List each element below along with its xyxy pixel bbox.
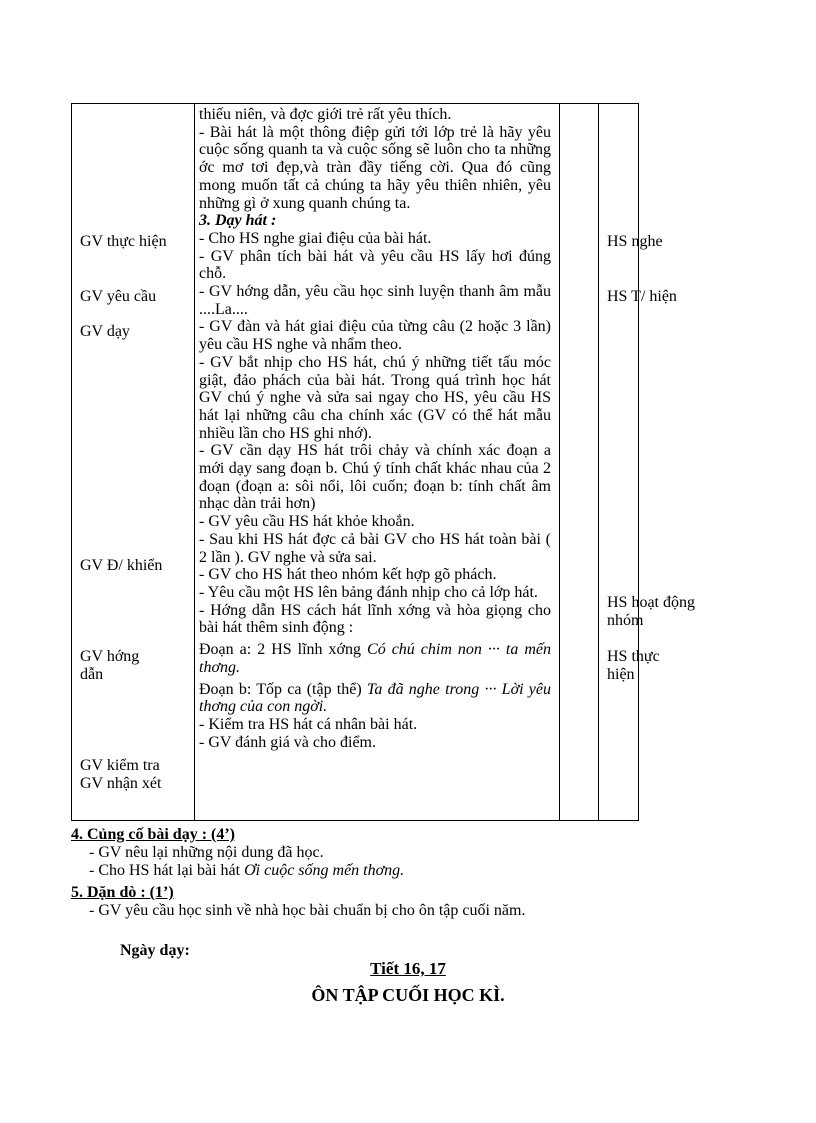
section-5 [71,884,525,920]
section-4 [71,826,404,880]
section-4-heading: 4. Củng cố bài dạy : (4’) [71,826,236,843]
student-activity: HS nghe [607,233,663,250]
segment-b-lyrics: Ta đã nghe trong ··· Lời yêu thơng của con ngời. [199,680,551,716]
section-heading: 3. Dạy hát : [199,212,277,230]
lesson-title: ÔN TẬP CUỐI HỌC KÌ. [311,985,505,1005]
content-line: - Yêu cầu một HS lên bảng đánh nhịp cho cả lớp hát. [199,583,538,601]
student-activity: HS T/ hiện [607,288,677,305]
table-divider-3 [598,103,599,820]
content-line: - Hớng dẫn HS cách hát lĩnh xớng và hòa giọng cho bài hát thêm sinh động : [199,601,551,637]
section-5-line: - GV yêu cầu học sinh về nhà học bài chuẩn bị cho ôn tập cuối năm. [89,902,526,919]
content-line: - GV yêu cầu HS hát khỏe khoắn. [199,513,415,531]
student-activity: HS hoạt động nhóm [607,594,695,629]
lesson-number: Tiết 16, 17 [370,959,446,978]
teaching-date-label: Ngày dạy: [120,942,190,959]
content-line: - GV bắt nhịp cho HS hát, chú ý những tiết tấu móc giật, đảo phách của bài hát. Trong quá trình học hát GV chú ý nghe và sửa sai ngay cho HS, yêu cầu HS hát lại những câu cha chính xác (GV có thể hát mẫu nhiều lần cho HS ghi nhớ). [199,353,551,442]
table-divider-1 [194,103,195,820]
content-paragraph: thiếu niên, và đợc giới trẻ rất yêu thích. [199,106,452,123]
teacher-activity: GV dạy [80,323,130,340]
table-border-left [71,103,72,820]
content-line: - GV phân tích bài hát và yêu cầu HS lấy hơi đúng chỗ. [199,247,551,283]
content-line: - GV hớng dẫn, yêu cầu học sinh luyện thanh âm mẫu ....La.... [199,283,551,318]
student-activity: HS thực hiện [607,648,660,683]
section-4-line [71,862,404,880]
segment-a [199,641,551,676]
song-title: Ơi cuộc sống mến thơng. [244,862,405,879]
segment-a-lyrics: Có chú chim non ··· ta mến thơng. [199,641,551,676]
table-divider-2 [559,103,560,820]
segment-b-label: Đoạn b: Tốp ca (tập thể) [199,680,362,698]
content-line: - Cho HS nghe giai điệu của bài hát. [199,229,432,247]
content-line: - Sau khi HS hát đợc cả bài GV cho HS hát toàn bài ( 2 lần ). GV nghe và sửa sai. [199,530,551,566]
teacher-activity: GV Đ/ khiển [80,557,163,574]
table-border-right [638,103,639,820]
teacher-activity: GV yêu cầu [80,288,157,305]
segment-a-label: Đoạn a: 2 HS lĩnh xớng [199,641,362,659]
content-line: - GV cần dạy HS hát trôi chảy và chính xác đoạn a mới dạy sang đoạn b. Chú ý tính chất khác nhau của 2 đoạn (đoạn a: sôi nổi, lôi cuốn; đoạn b: tính chất âm nhạc dàn trải hơn) [199,442,551,513]
content-line: - GV cho HS hát theo nhóm kết hợp gõ phách. [199,566,497,584]
content-line: - GV đàn và hát giai điệu của từng câu (2 hoặc 3 lần) yêu cầu HS nghe và nhẩm theo. [199,318,551,354]
section-4-line-text: - Cho HS hát lại bài hát [89,862,241,879]
content-line: - GV đánh giá và cho điểm. [199,733,376,751]
section-5-heading: 5. Dặn dò : (1’) [71,884,174,901]
teacher-activity: GV kiểm tra GV nhận xét [80,757,162,792]
segment-b [199,681,551,716]
teacher-activity: GV hớng dẫn [80,648,140,683]
content-paragraph: - Bài hát là một thông điệp gửi tới lớp trẻ là hãy yêu cuộc sống quanh ta và cuộc sống sẽ luôn cho ta những ớc mơ tơi đẹp,và tràn đầy tiếng cời. Qua đó cũng mong muốn tất cả chúng ta hãy yêu thiên nhiên, yêu những gì ở xung quanh chúng ta. [199,123,551,212]
teacher-activity: GV thực hiện [80,233,167,250]
lesson-content [199,106,551,751]
content-line: - Kiểm tra HS hát cá nhân bài hát. [199,715,418,733]
section-4-line: - GV nêu lại những nội dung đã học. [89,844,324,861]
